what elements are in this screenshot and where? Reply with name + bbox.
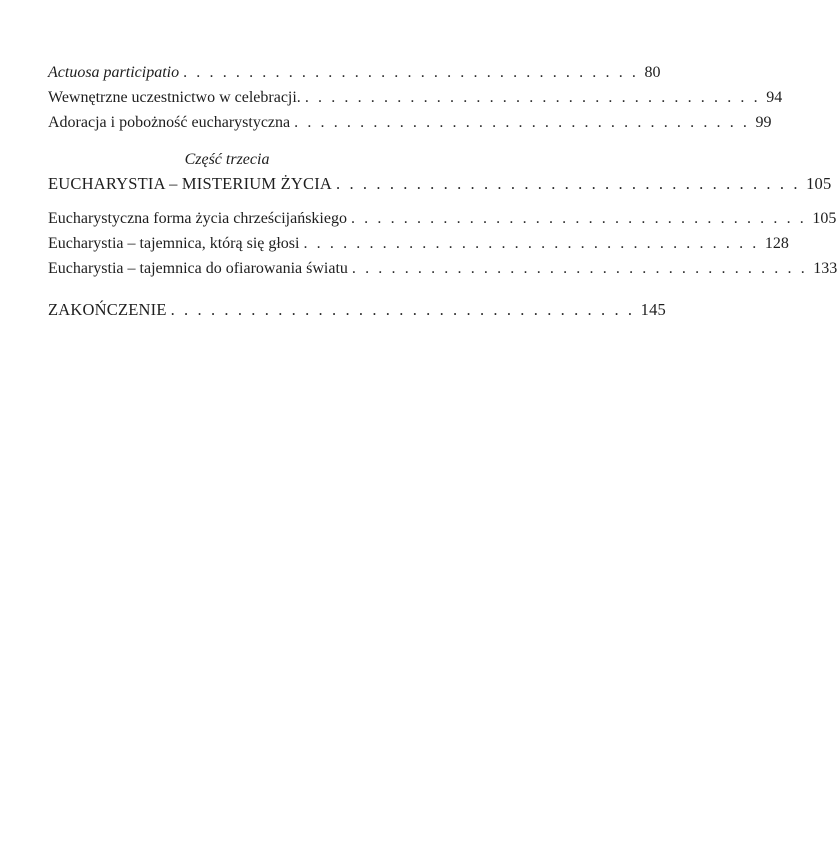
toc-conclusion-page: 145 <box>640 300 666 319</box>
toc-entry <box>48 256 837 281</box>
dot-leader: . . . . . . . . . . . . . . . . . . . . . . . . . . . . . . . . . . . <box>336 174 801 193</box>
spacer <box>48 281 406 297</box>
toc-conclusion <box>48 297 666 322</box>
spacer <box>48 196 406 206</box>
dot-leader: . . . . . . . . . . . . . . . . . . . . . . . . . . . . . . . . . . . <box>304 89 761 106</box>
toc-major-section <box>48 171 832 196</box>
toc-entry-title: Wewnętrzne uczestnictwo w celebracji. <box>48 89 301 106</box>
toc-entry <box>48 85 783 110</box>
part-label: Część trzecia <box>184 151 270 168</box>
table-of-contents <box>48 60 837 322</box>
dot-leader: . . . . . . . . . . . . . . . . . . . . . . . . . . . . . . . . . . . <box>183 64 639 81</box>
dot-leader: . . . . . . . . . . . . . . . . . . . . . . . . . . . . . . . . . . . <box>350 210 807 227</box>
dot-leader: . . . . . . . . . . . . . . . . . . . . . . . . . . . . . . . . . . . <box>294 114 750 131</box>
toc-entry-page: 94 <box>766 89 783 106</box>
toc-entry-title: Eucharystia – tajemnica, którą się głosi <box>48 235 300 252</box>
toc-conclusion-title: ZAKOŃCZENIE <box>48 300 167 319</box>
dot-leader: . . . . . . . . . . . . . . . . . . . . . . . . . . . . . . . . . . . <box>303 235 759 252</box>
toc-entry-page: 80 <box>644 64 661 81</box>
toc-major-page: 105 <box>806 174 832 193</box>
toc-entry-title: Actuosa participatio <box>48 64 180 81</box>
toc-entry-page: 133 <box>813 260 837 277</box>
toc-entry-page: 128 <box>764 235 789 252</box>
toc-group-part3 <box>48 206 837 281</box>
toc-entry <box>48 231 789 256</box>
dot-leader: . . . . . . . . . . . . . . . . . . . . . . . . . . . . . . . . . . . <box>351 260 808 277</box>
toc-entry <box>48 110 772 135</box>
toc-entry-title: Eucharystyczna forma życia chrześcijańskiego <box>48 210 347 227</box>
toc-entry <box>48 206 837 231</box>
toc-entry-title: Eucharystia – tajemnica do ofiarowania światu <box>48 260 348 277</box>
toc-group-top <box>48 60 783 135</box>
toc-entry-title: Adoracja i pobożność eucharystyczna <box>48 114 291 131</box>
toc-entry-page: 105 <box>812 210 837 227</box>
dot-leader: . . . . . . . . . . . . . . . . . . . . . . . . . . . . . . . . . . . <box>170 300 635 319</box>
toc-entry <box>48 60 661 85</box>
toc-entry-page: 99 <box>755 114 772 131</box>
toc-major-title: EUCHARYSTIA – MISTERIUM ŻYCIA <box>48 174 333 193</box>
